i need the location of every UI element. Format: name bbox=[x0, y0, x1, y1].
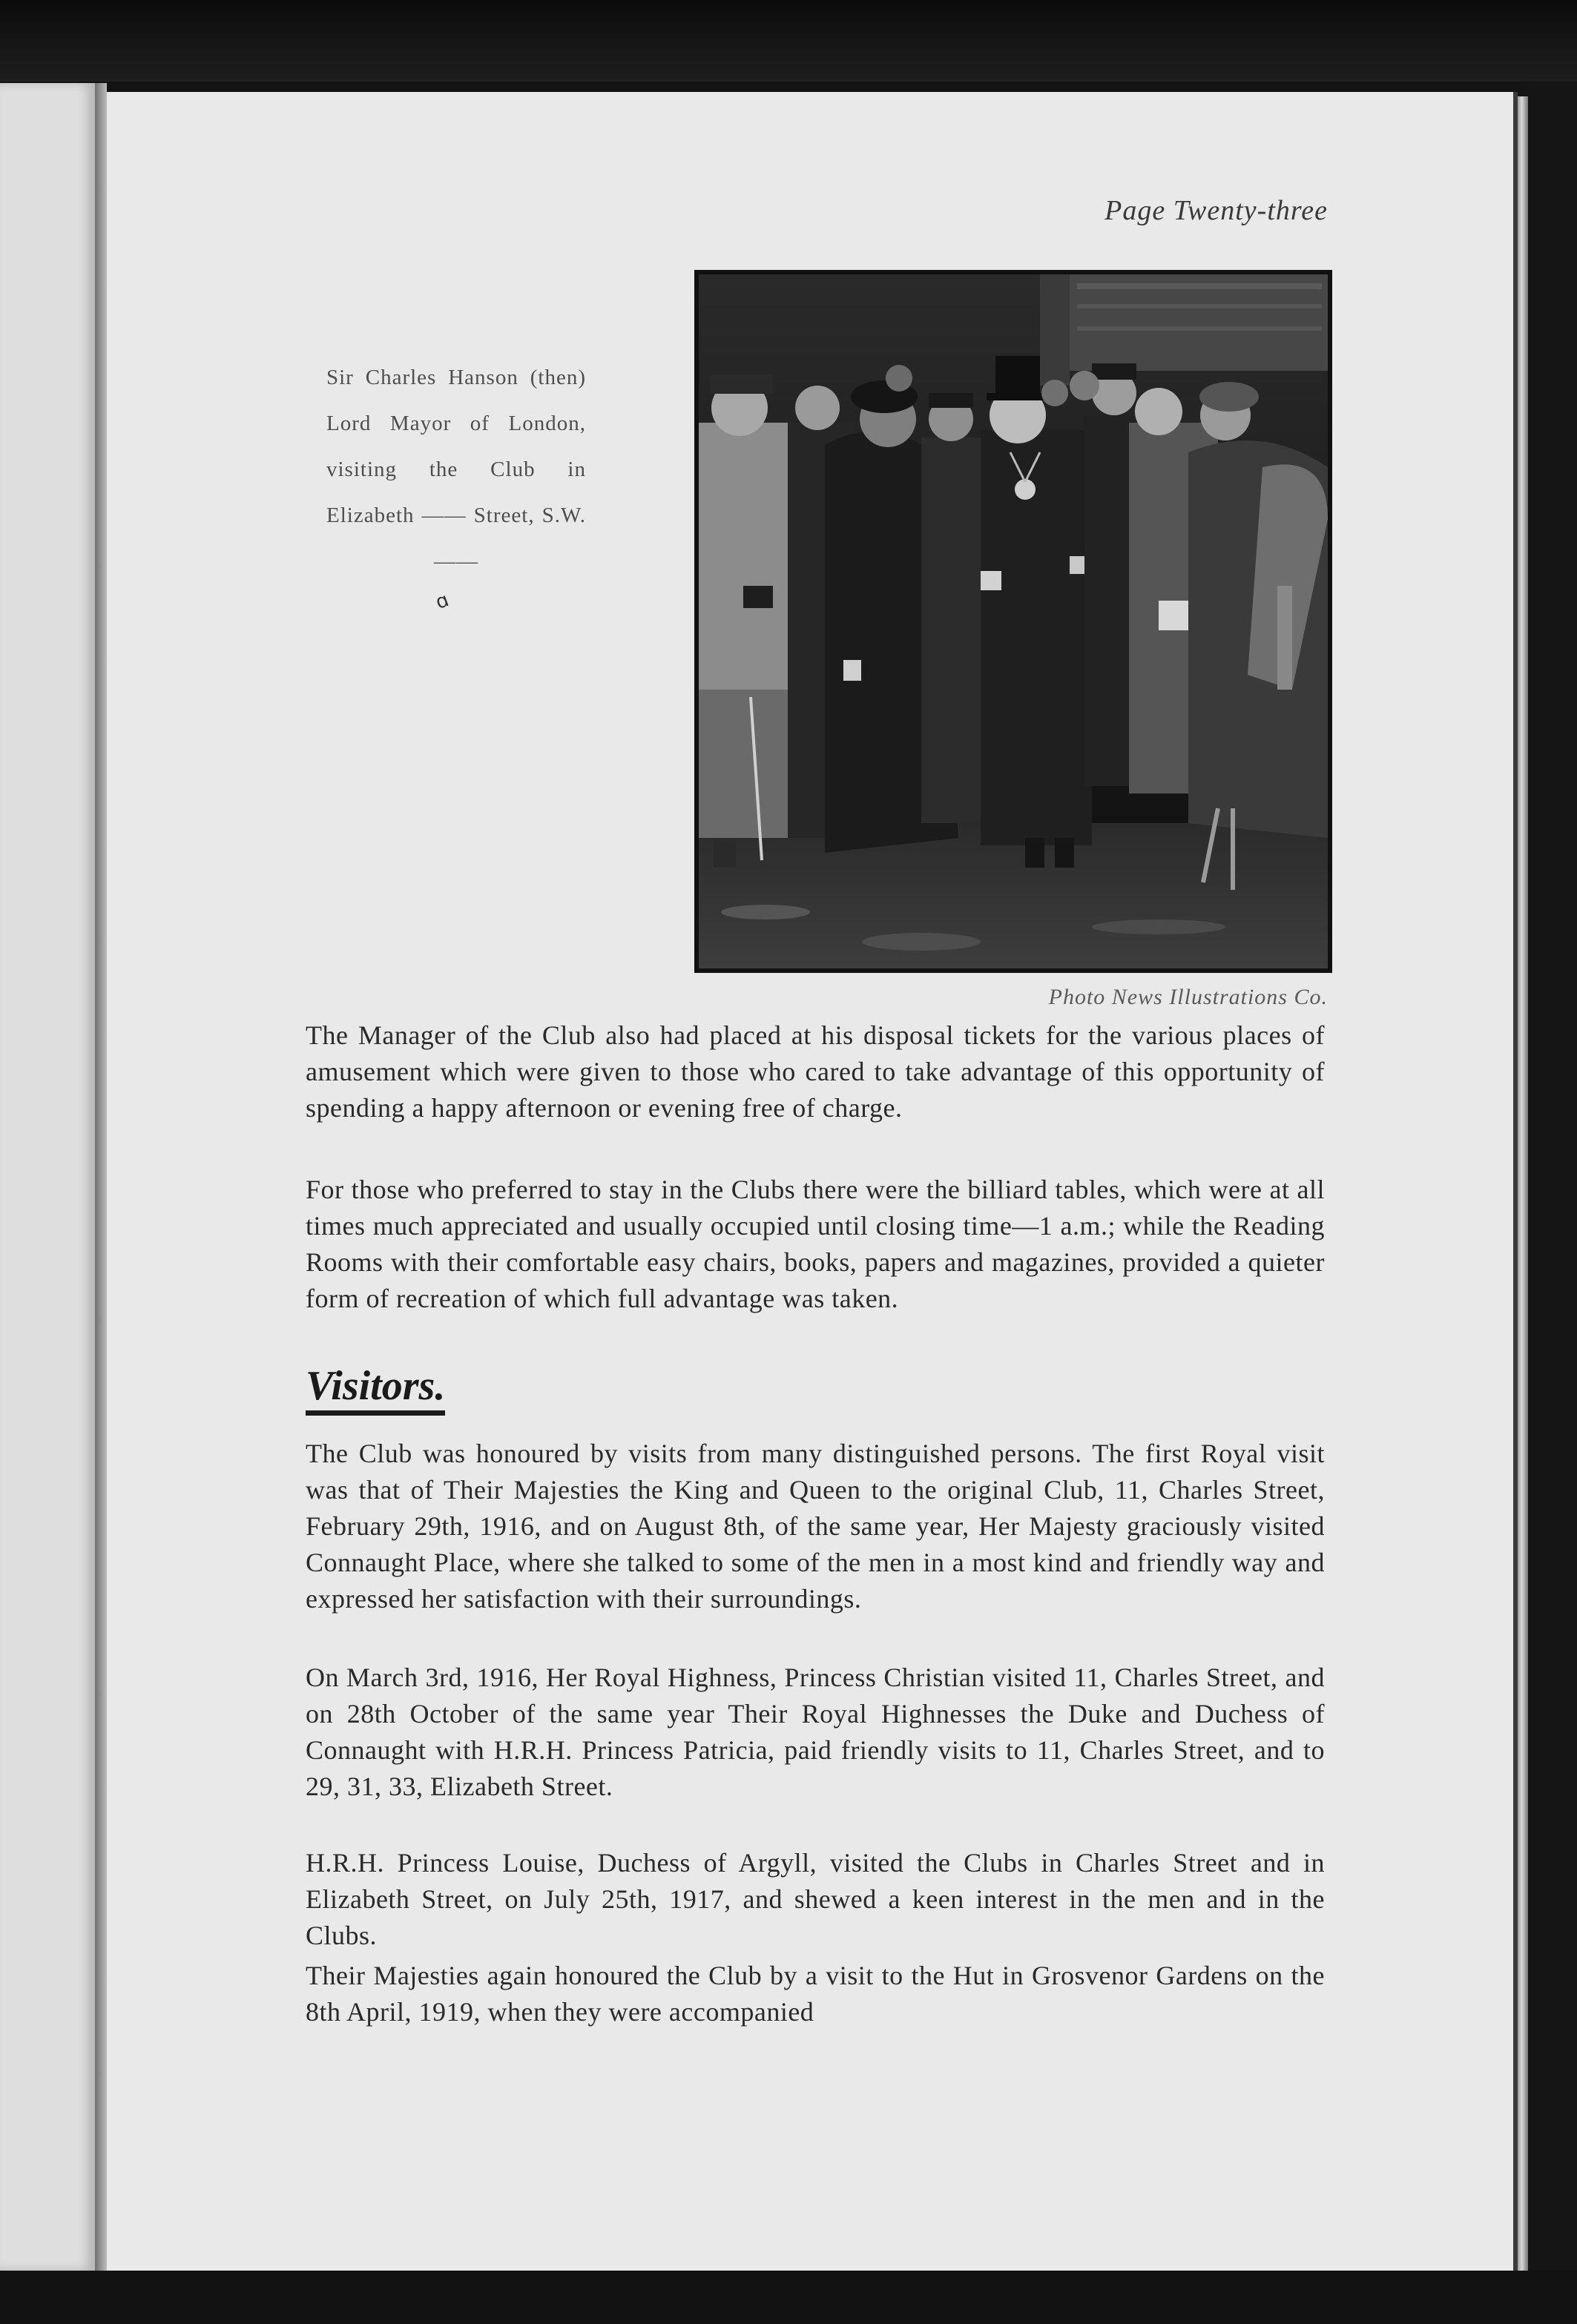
facing-page-edge bbox=[0, 83, 98, 2271]
photo-illustration bbox=[699, 274, 1328, 968]
photo-caption: Sir Charles Hanson (then) Lord Mayor of London, visiting the Club in Elizabeth —— Street, S.W. —— bbox=[326, 366, 586, 573]
paragraph-manager: The Manager of the Club also had placed at his disposal tickets for the various places of amusement which were given to those who cared to take advantage of this opportunity of spending a happy afternoon or evening free of charge. bbox=[306, 1020, 1325, 1123]
page-edge-shadow bbox=[1518, 96, 1528, 2273]
page-number: Page Twenty-three bbox=[1104, 195, 1328, 226]
paragraph-clubs: For those who preferred to stay in the Clubs there were the billiard tables, which were at all times much appreciated and usually occupied until closing time—1 a.m.; while the Reading Rooms with their comfortable easy chairs, books, papers and magazines, provided a quieter form of recreation of which full advantage was taken. bbox=[306, 1175, 1325, 1313]
scan-frame-bottom bbox=[0, 2271, 1577, 2324]
paragraph-princess-louise: H.R.H. Princess Louise, Duchess of Argyll, visited the Clubs in Charles Street and in Elizabeth Street, on July 25th, 1917, and shewed a keen interest in the men and in the Clubs. bbox=[306, 1848, 1325, 1950]
section-heading: Visitors. bbox=[306, 1361, 445, 1416]
paragraph-princess-christian: On March 3rd, 1916, Her Royal Highness, Princess Christian visited 11, Charles Street, and on 28th October of the same year Their Royal Highnesses the Duke and Duchess of Connaught with H.R.H. Princess Patricia, paid friendly visits to 11, Charles Street, and to 29, 31, 33, Elizabeth Street. bbox=[306, 1663, 1325, 1801]
paragraph-royal-visit: The Club was honoured by visits from many distinguished persons. The first Royal visit was that of Their Majesties the King and Queen to the original Club, 11, Charles Street, February 29th, 1916, and on August 8th, of the same year, Her Majesty graciously visited Connaught Place, where she talked to some of the men in a most kind and friendly way and expressed her satisfaction with their surroundings. bbox=[306, 1439, 1325, 1614]
paragraph-majesties-again: Their Majesties again honoured the Club by a visit to the Hut in Grosvenor Gardens on the 8th April, 1919, when they were accompanied bbox=[306, 1961, 1325, 2027]
photo-credit: Photo News Illustrations Co. bbox=[1048, 985, 1328, 1009]
historic-photograph bbox=[694, 270, 1332, 973]
scan-frame-right bbox=[1528, 82, 1577, 2324]
book-gutter bbox=[95, 83, 107, 2271]
ornament-mark: ɑ bbox=[432, 589, 452, 614]
scan-frame-top bbox=[0, 0, 1577, 82]
